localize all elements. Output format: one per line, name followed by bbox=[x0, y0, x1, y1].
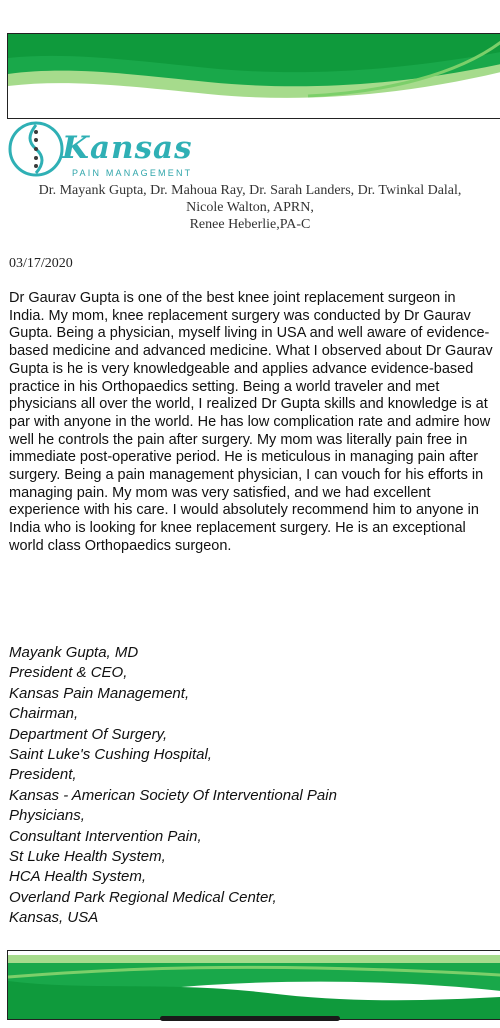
doctors-line: Dr. Mayank Gupta, Dr. Mahoua Ray, Dr. Sarah Landers, Dr. Twinkal Dalal, bbox=[38, 183, 462, 198]
letter-date: 03/17/2020 bbox=[9, 256, 73, 271]
signature-line: Department Of Surgery, bbox=[9, 725, 168, 743]
signature-line: President, bbox=[9, 766, 77, 784]
signature-line: Kansas - American Society Of Interventional Pain bbox=[9, 786, 337, 804]
signature-line: Mayank Gupta, MD bbox=[9, 644, 139, 661]
kansas-logo-icon bbox=[8, 120, 64, 178]
doctors-line: Renee Heberlie,PA-C bbox=[189, 217, 311, 232]
letter-body: Dr Gaurav Gupta is one of the best knee joint replacement surgeon in India. My mom, knee replacement surgery was conducted by Dr Gaurav Gupta. Being a physician, myself living in USA and well aware of evidence-based medicine and advanced medicine. What I observed about Dr Gaurav Gupta is he is very knowledgeable and applies advance evidence-based practice in his Orthopaedics setting. Being a world traveler and met physicians all over the world, I realized Dr Gupta skills and knowledge is at par with anyone in the world. He has low complication rate and admire how well he controls the pain after surgery. My mom was literally pain free in immediate post-operative period. He is meticulous in managing pain after surgery. Being a pain management physician, I can vouch for his efforts in managing pain. My mom was very satisfied, and we had excellent experience with his care. I would absolutely recommend him to anyone in India who is looking for knee replacement surgery. He is an exceptional world class Orthopaedics surgeon. bbox=[9, 290, 493, 554]
signature-line: HCA Health System, bbox=[9, 868, 146, 886]
wave-graphic bbox=[8, 951, 500, 1019]
wave-graphic bbox=[8, 34, 500, 118]
doctors-list bbox=[0, 182, 500, 233]
signature-line: Kansas, USA bbox=[9, 909, 99, 927]
brand-subtitle: PAIN MANAGEMENT bbox=[72, 168, 193, 178]
signature-line: Saint Luke's Cushing Hospital, bbox=[9, 746, 212, 764]
home-indicator[interactable] bbox=[160, 1016, 340, 1021]
signature-line: Chairman, bbox=[9, 705, 79, 723]
header-banner bbox=[7, 33, 500, 119]
signature-line: St Luke Health System, bbox=[9, 848, 166, 866]
signature-line: President & CEO, bbox=[9, 664, 128, 682]
signature-block bbox=[9, 643, 337, 929]
signature-line: Physicians, bbox=[9, 807, 85, 825]
signature-line: Kansas Pain Management, bbox=[9, 684, 190, 702]
footer-banner bbox=[7, 950, 500, 1020]
signature-line: Consultant Intervention Pain, bbox=[9, 827, 202, 845]
signature-line: Overland Park Regional Medical Center, bbox=[9, 888, 277, 906]
brand-name: Kansas bbox=[62, 130, 193, 166]
doctors-line: Nicole Walton, APRN, bbox=[186, 200, 314, 215]
